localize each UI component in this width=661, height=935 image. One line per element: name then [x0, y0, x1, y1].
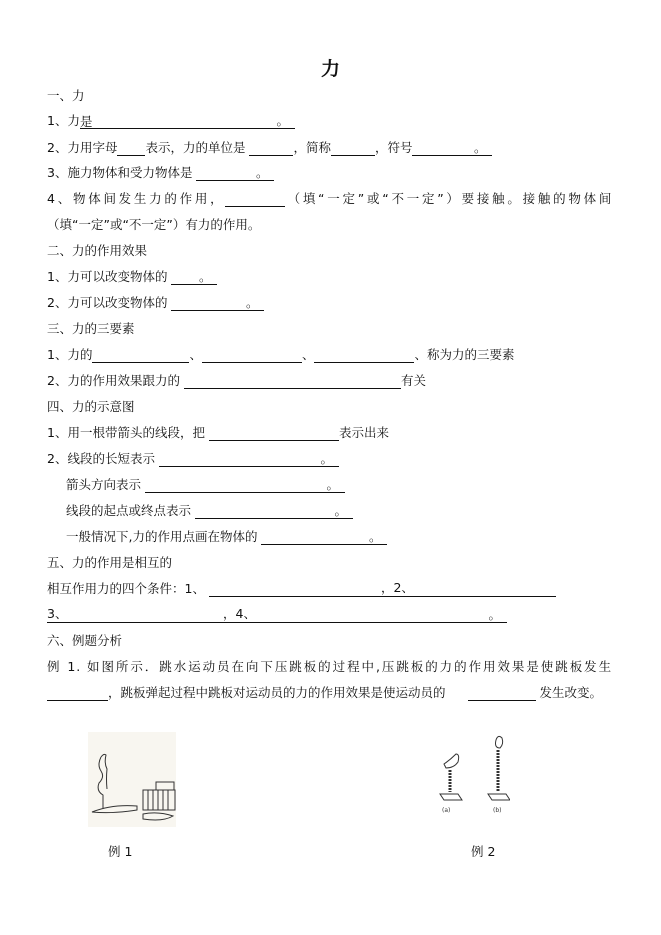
question-1-3 — [47, 165, 274, 181]
text: 相互作用力的四个条件：1、 — [47, 581, 205, 596]
answer-blank[interactable] — [184, 374, 401, 389]
answer-blank[interactable] — [202, 348, 302, 363]
figure-caption-1: 例 1 — [108, 844, 133, 859]
text: ，2、 — [380, 580, 414, 595]
text: 发生改变。 — [539, 685, 603, 700]
question-3-2 — [47, 373, 426, 389]
answer-blank[interactable] — [209, 426, 339, 441]
answer-blank[interactable] — [314, 348, 414, 363]
section-6-heading: 六、例题分析 — [47, 633, 123, 648]
question-1-1 — [47, 113, 295, 129]
text: 箭头方向表示 — [66, 477, 142, 492]
text: 1、力可以改变物体的 — [47, 269, 168, 284]
text: 2、力的作用效果跟力的 — [47, 373, 180, 388]
diving-board-figure — [88, 732, 176, 827]
example-1-text: 例 1. 如图所示．跳水运动员在向下压跳板的过程中,压跳板的力的作用效果是使跳板发生 — [47, 659, 612, 674]
question-1-2 — [47, 140, 492, 156]
question-5-1 — [47, 581, 556, 597]
answer-blank[interactable] — [117, 141, 145, 156]
text: 、 — [189, 347, 202, 362]
answer-blank[interactable] — [171, 270, 217, 285]
text: 表示，力的单位是 — [145, 140, 246, 155]
question-2-1 — [47, 269, 217, 285]
text: 线段的起点或终点表示 — [66, 503, 192, 518]
spring-figure — [430, 732, 510, 817]
section-5-heading: 五、力的作用是相互的 — [47, 555, 173, 570]
answer-blank[interactable] — [225, 192, 285, 207]
period: 。 — [255, 165, 269, 180]
text: 1、力 — [47, 113, 80, 128]
question-3-1 — [47, 347, 515, 363]
answer-blank[interactable] — [209, 582, 556, 597]
section-2-heading: 二、力的作用效果 — [47, 243, 148, 258]
text: ，简称 — [293, 140, 331, 155]
text: ，跳板弹起过程中跳板对运动员的力的作用效果是使运动员的 — [108, 685, 446, 700]
question-4-5 — [66, 529, 387, 545]
text: 3、 — [47, 606, 68, 621]
page-title: 力 — [320, 58, 340, 80]
text: 、 — [301, 347, 315, 362]
period: 。 — [245, 295, 259, 310]
answer-blank[interactable] — [412, 141, 492, 156]
answer-blank[interactable] — [47, 608, 507, 623]
text: 2、力可以改变物体的 — [47, 295, 168, 310]
question-1-4-cont: （填“一定”或“不一定”）有力的作用。 — [47, 217, 261, 232]
answer-blank[interactable] — [261, 530, 387, 545]
answer-blank[interactable] — [47, 686, 108, 701]
answer-blank[interactable] — [159, 452, 339, 467]
figure-caption-2: 例 2 — [471, 844, 496, 859]
question-2-2 — [47, 295, 264, 311]
text: 表示出来 — [338, 425, 389, 440]
text: ，符号 — [374, 140, 413, 155]
text: （填“一定”或“不一定”）要接触。接触的物体间 — [285, 191, 612, 206]
period: 。 — [320, 451, 333, 466]
text: 一般情况下,力的作用点画在物体的 — [66, 529, 258, 544]
text: 1、力的 — [47, 347, 93, 362]
text: 有关 — [400, 373, 426, 388]
section-4-heading: 四、力的示意图 — [47, 399, 135, 414]
period: 。 — [368, 529, 382, 544]
answer-blank[interactable] — [331, 141, 375, 156]
period: 。 — [326, 477, 339, 492]
text: 称为力的三要素 — [427, 347, 515, 362]
period: 。 — [473, 140, 487, 155]
text: 2、线段的长短表示 — [47, 451, 155, 466]
period: 。 — [334, 503, 347, 518]
figure-label-a: (a) — [442, 807, 451, 814]
question-1-4 — [47, 191, 612, 207]
question-4-3 — [66, 477, 345, 493]
text: 1、用一根带箭头的线段，把 — [47, 425, 205, 440]
text: 2、力用字母 — [47, 140, 118, 155]
text: 、 — [414, 347, 427, 362]
answer-blank[interactable] — [80, 114, 295, 129]
text: 4、物体间发生力的作用， — [47, 191, 226, 206]
answer-blank[interactable] — [249, 141, 293, 156]
text: 3、施力物体和受力物体是 — [47, 165, 193, 180]
figure-label-b: (b) — [493, 807, 502, 814]
period: 。 — [276, 113, 289, 128]
section-3-heading: 三、力的三要素 — [47, 321, 135, 336]
question-4-2 — [47, 451, 339, 467]
example-1-cont — [47, 685, 602, 701]
answer-blank[interactable] — [145, 478, 345, 493]
period: 。 — [198, 269, 212, 284]
answer-blank[interactable] — [196, 166, 274, 181]
question-4-4 — [66, 503, 353, 519]
section-1-heading: 一、力 — [47, 88, 85, 103]
answer-blank[interactable] — [171, 296, 264, 311]
answer-blank[interactable] — [92, 348, 189, 363]
period: 。 — [488, 607, 501, 622]
text: 是 — [79, 114, 93, 129]
answer-blank[interactable] — [468, 686, 536, 701]
text: ，4、 — [223, 606, 256, 621]
question-4-1 — [47, 425, 389, 441]
question-5-2 — [47, 607, 507, 623]
answer-blank[interactable] — [195, 504, 353, 519]
